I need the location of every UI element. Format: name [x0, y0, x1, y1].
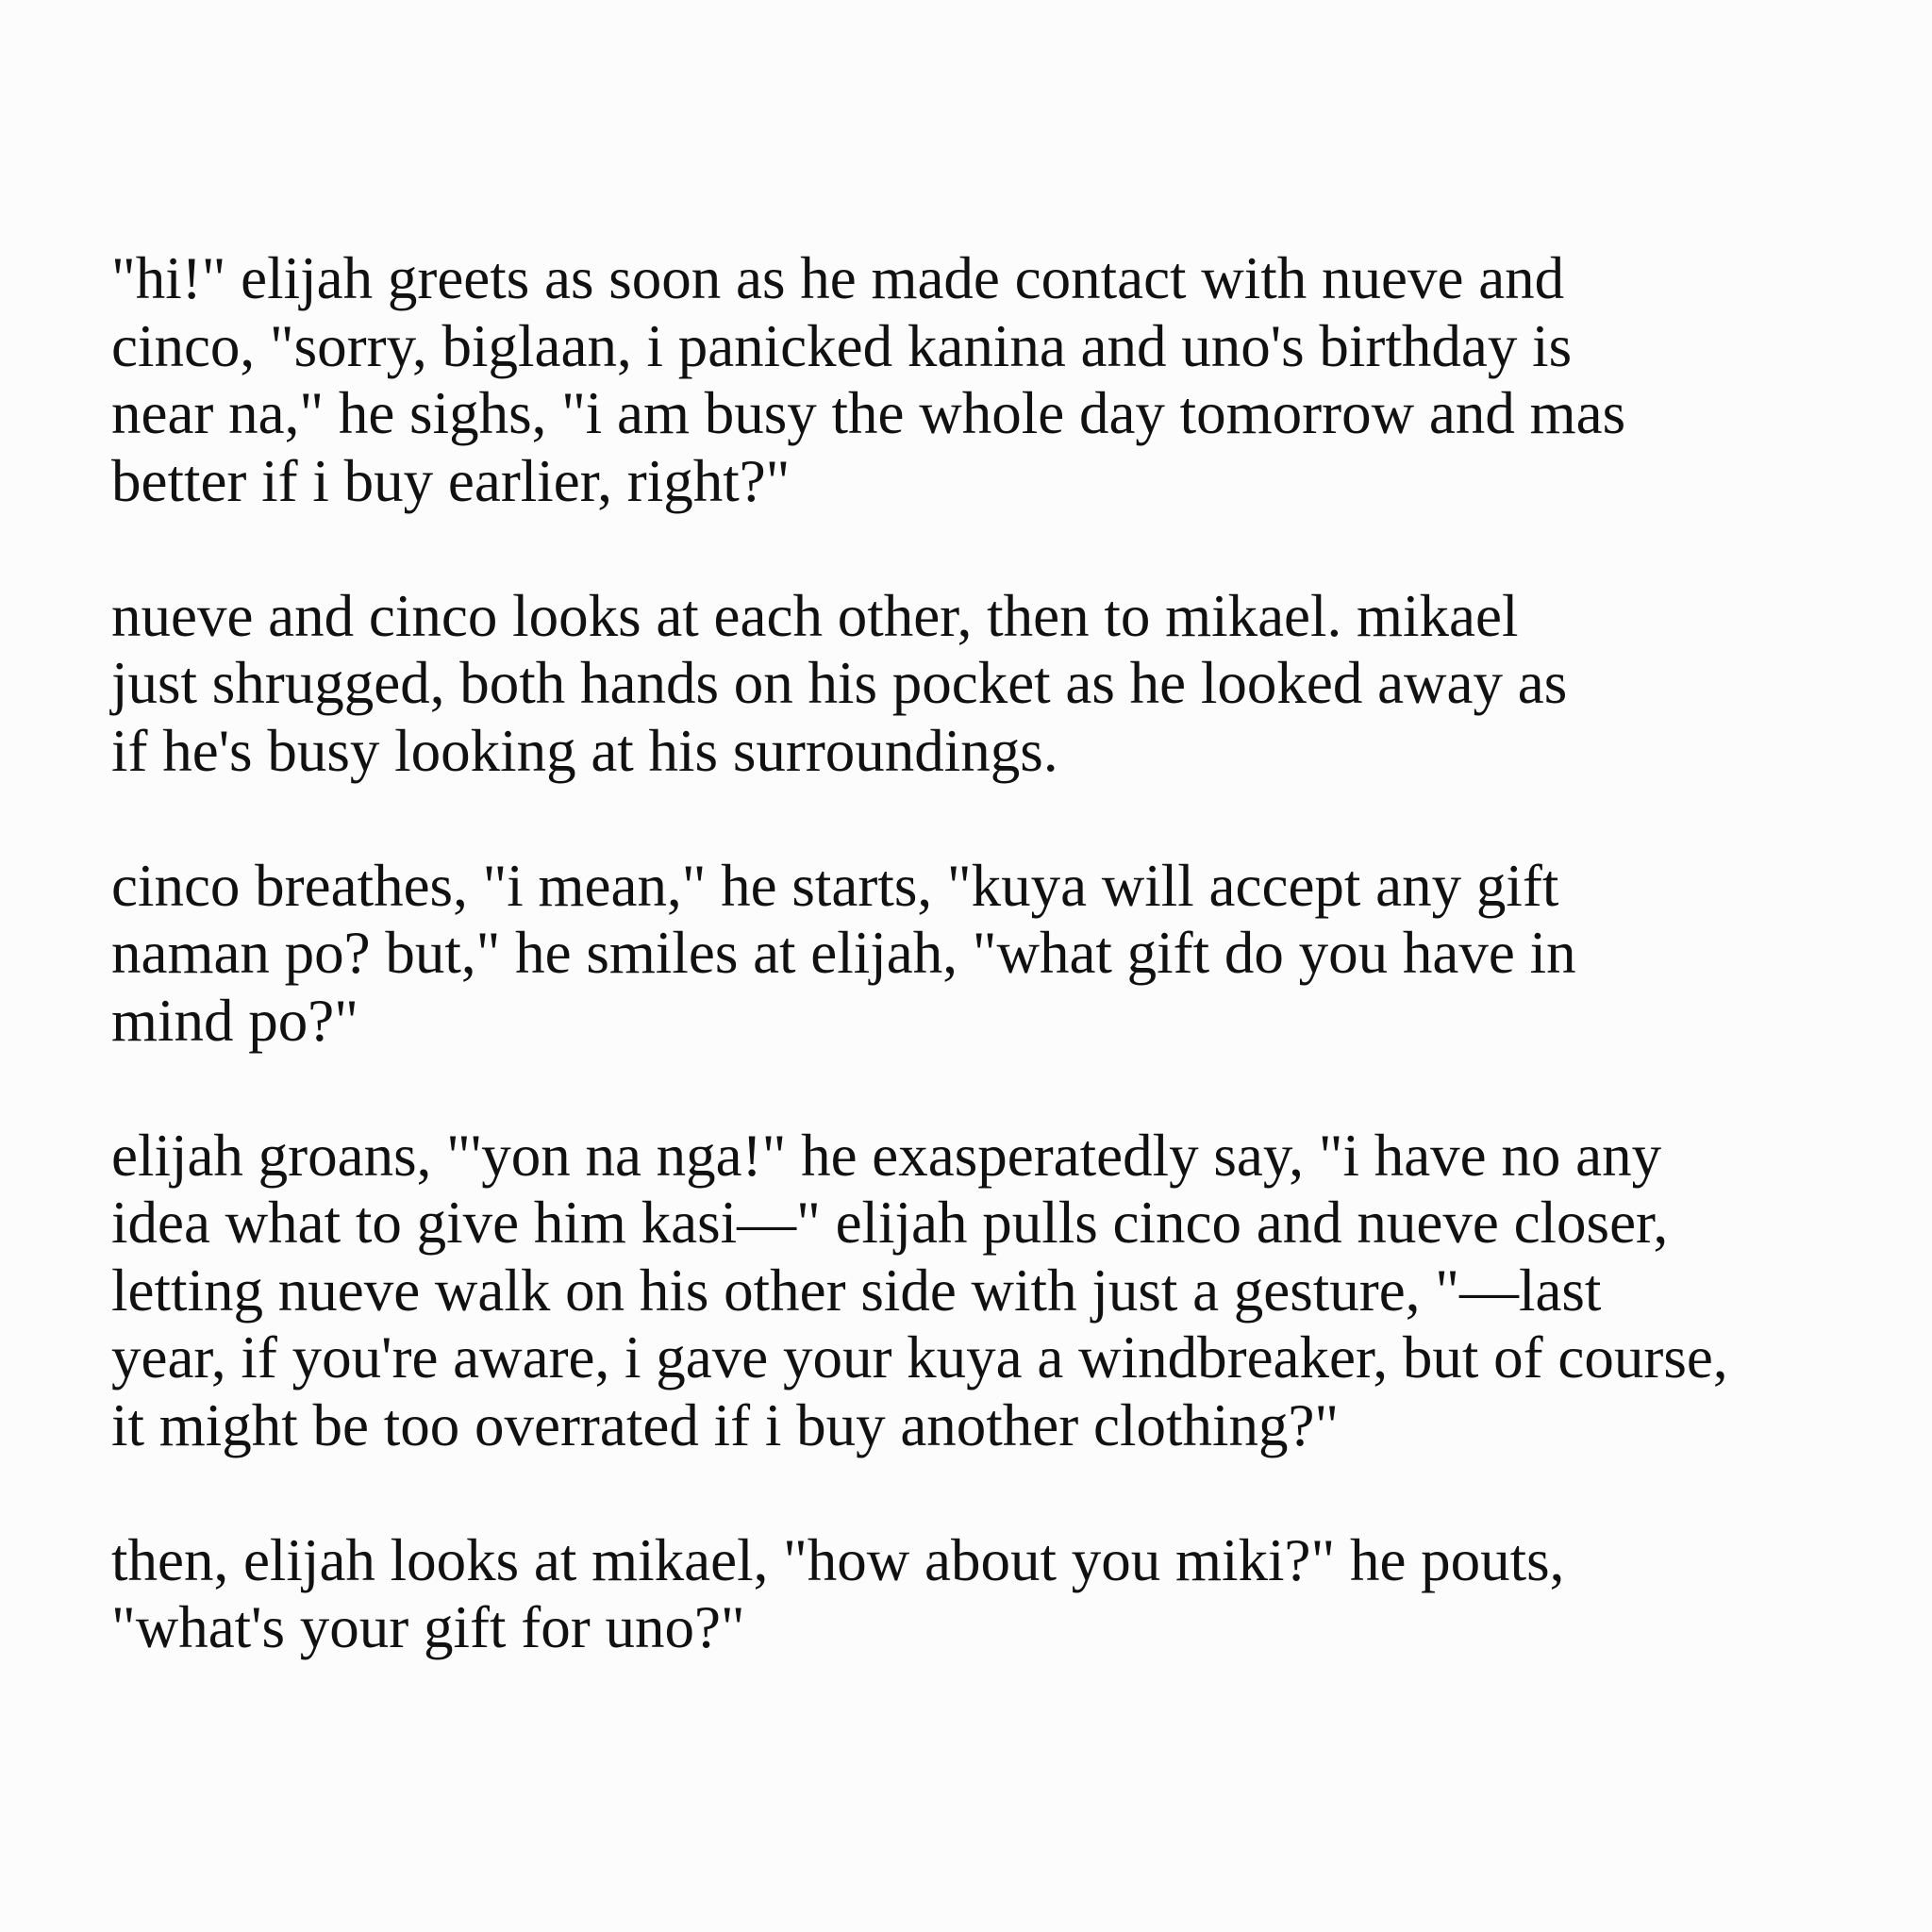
text-line: elijah groans, "'yon na nga!" he exasperatedly say, "i have no any	[111, 1122, 1662, 1189]
text-line: if he's busy looking at his surroundings.	[111, 717, 1058, 784]
text-line: then, elijah looks at mikael, "how about you miki?" he pouts,	[111, 1526, 1565, 1593]
paragraph-4	[111, 1123, 1866, 1460]
paragraph-1	[111, 245, 1866, 515]
text-line: year, if you're aware, i gave your kuya a windbreaker, but of course,	[111, 1324, 1728, 1391]
text-line: it might be too overrated if i buy another clothing?"	[111, 1391, 1340, 1458]
text-line: cinco, "sorry, biglaan, i panicked kanina and uno's birthday is	[111, 312, 1573, 379]
paragraph-3	[111, 853, 1866, 1056]
text-line: "what's your gift for uno?"	[111, 1594, 745, 1660]
story-text	[111, 245, 1866, 1729]
text-line: nueve and cinco looks at each other, then to mikael. mikael	[111, 582, 1519, 649]
paragraph-5	[111, 1527, 1866, 1662]
text-line: mind po?"	[111, 987, 358, 1054]
text-line: naman po? but," he smiles at elijah, "what gift do you have in	[111, 920, 1576, 986]
text-line: near na," he sighs, "i am busy the whole day tomorrow and mas	[111, 380, 1626, 446]
paragraph-2	[111, 583, 1866, 786]
text-line: letting nueve walk on his other side with just a gesture, "—last	[111, 1257, 1602, 1324]
text-line: "hi!" elijah greets as soon as he made contact with nueve and	[111, 245, 1565, 311]
text-line: just shrugged, both hands on his pocket as he looked away as	[111, 650, 1568, 716]
text-line: cinco breathes, "i mean," he starts, "kuya will accept any gift	[111, 852, 1559, 919]
text-line: idea what to give him kasi—" elijah pulls cinco and nueve closer,	[111, 1190, 1669, 1256]
text-line: better if i buy earlier, right?"	[111, 447, 791, 514]
